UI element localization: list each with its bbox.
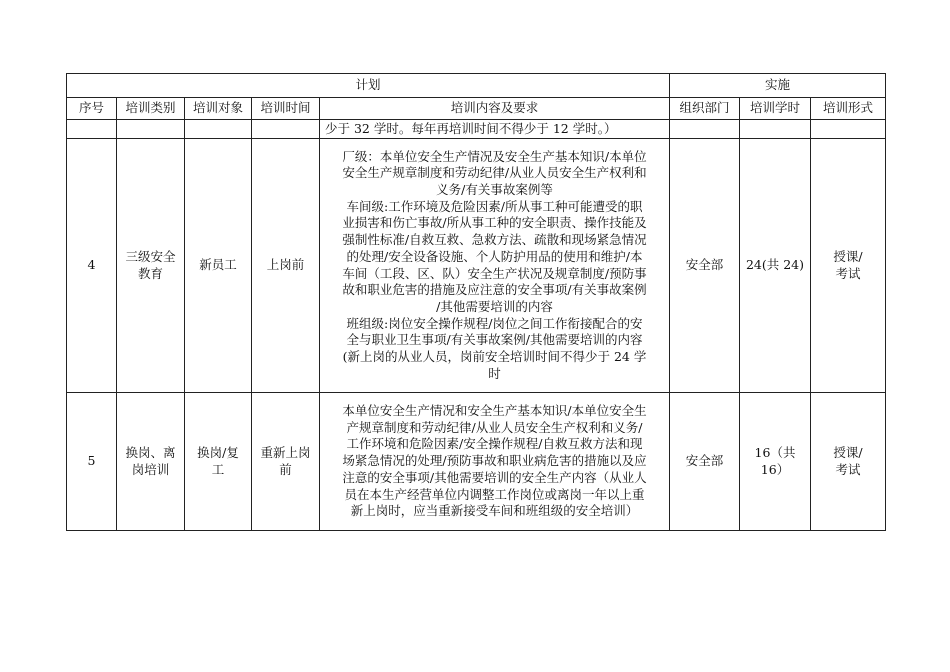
row-category: 三级安全 教育 xyxy=(117,139,185,393)
group-header-row xyxy=(67,74,886,98)
row-content: 本单位安全生产情况和安全生产基本知识/本单位安全生 产规章制度和劳动纪律/从业人员安全生产权利和义务/ 工作环境和危险因素/安全操作规程/自救互救方法和现 场紧急情况的处理/预防事故和职业病危害的措施以及应 注意的安全事项/其他需要培训的安全生产内容（从业人 员在本生产经营单位内调整工作岗位或离岗一年以上重 新上岗时，应当重新接受车间和班组级的安全培训） xyxy=(320,393,670,531)
group-header-implementation: 实施 xyxy=(670,74,886,98)
training-plan-table xyxy=(66,73,886,531)
column-header-row xyxy=(67,98,886,120)
row-form: 授课/ 考试 xyxy=(811,393,886,531)
group-header-plan: 计划 xyxy=(67,74,670,98)
col-header-department: 组织部门 xyxy=(670,98,740,120)
table-row xyxy=(67,393,886,531)
row-hours: 16（共 16） xyxy=(740,393,811,531)
col-header-hours: 培训学时 xyxy=(740,98,811,120)
row-no: 4 xyxy=(67,139,117,393)
row-time: 上岗前 xyxy=(252,139,320,393)
row-department: 安全部 xyxy=(670,393,740,531)
col-header-target: 培训对象 xyxy=(185,98,252,120)
table-row xyxy=(67,139,886,393)
row-department: 安全部 xyxy=(670,139,740,393)
continuation-row xyxy=(67,120,886,139)
col-header-no: 序号 xyxy=(67,98,117,120)
row-no: 5 xyxy=(67,393,117,531)
row-hours: 24(共 24) xyxy=(740,139,811,393)
continuation-text: 少于 32 学时。每年再培训时间不得少于 12 学时。） xyxy=(320,120,670,139)
row-target: 新员工 xyxy=(185,139,252,393)
col-header-time: 培训时间 xyxy=(252,98,320,120)
col-header-category: 培训类别 xyxy=(117,98,185,120)
row-category: 换岗、离 岗培训 xyxy=(117,393,185,531)
col-header-content: 培训内容及要求 xyxy=(320,98,670,120)
row-target: 换岗/复 工 xyxy=(185,393,252,531)
row-content: 厂级：本单位安全生产情况及安全生产基本知识/本单位 安全生产规章制度和劳动纪律/从业人员安全生产权利和 义务/有关事故案例等 车间级:工作环境及危险因素/所从事工种可能遭受的职 业损害和伤亡事故/所从事工种的安全职责、操作技能及 强制性标准/自救互救、急救方法、疏散和现场紧急情况 的处理/安全设备设施、个人防护用品的使用和维护/本 车间（工段、区、队）安全生产状况及规章制度/预防事 故和职业危害的措施及应注意的安全事项/有关事故案例 /其他需要培训的内容 班组级:岗位安全操作规程/岗位之间工作衔接配合的安 全与职业卫生事项/有关事故案例/其他需要培训的内容 (新上岗的从业人员，岗前安全培训时间不得少于 24 学 时 xyxy=(320,139,670,393)
row-time: 重新上岗 前 xyxy=(252,393,320,531)
col-header-form: 培训形式 xyxy=(811,98,886,120)
row-form: 授课/ 考试 xyxy=(811,139,886,393)
